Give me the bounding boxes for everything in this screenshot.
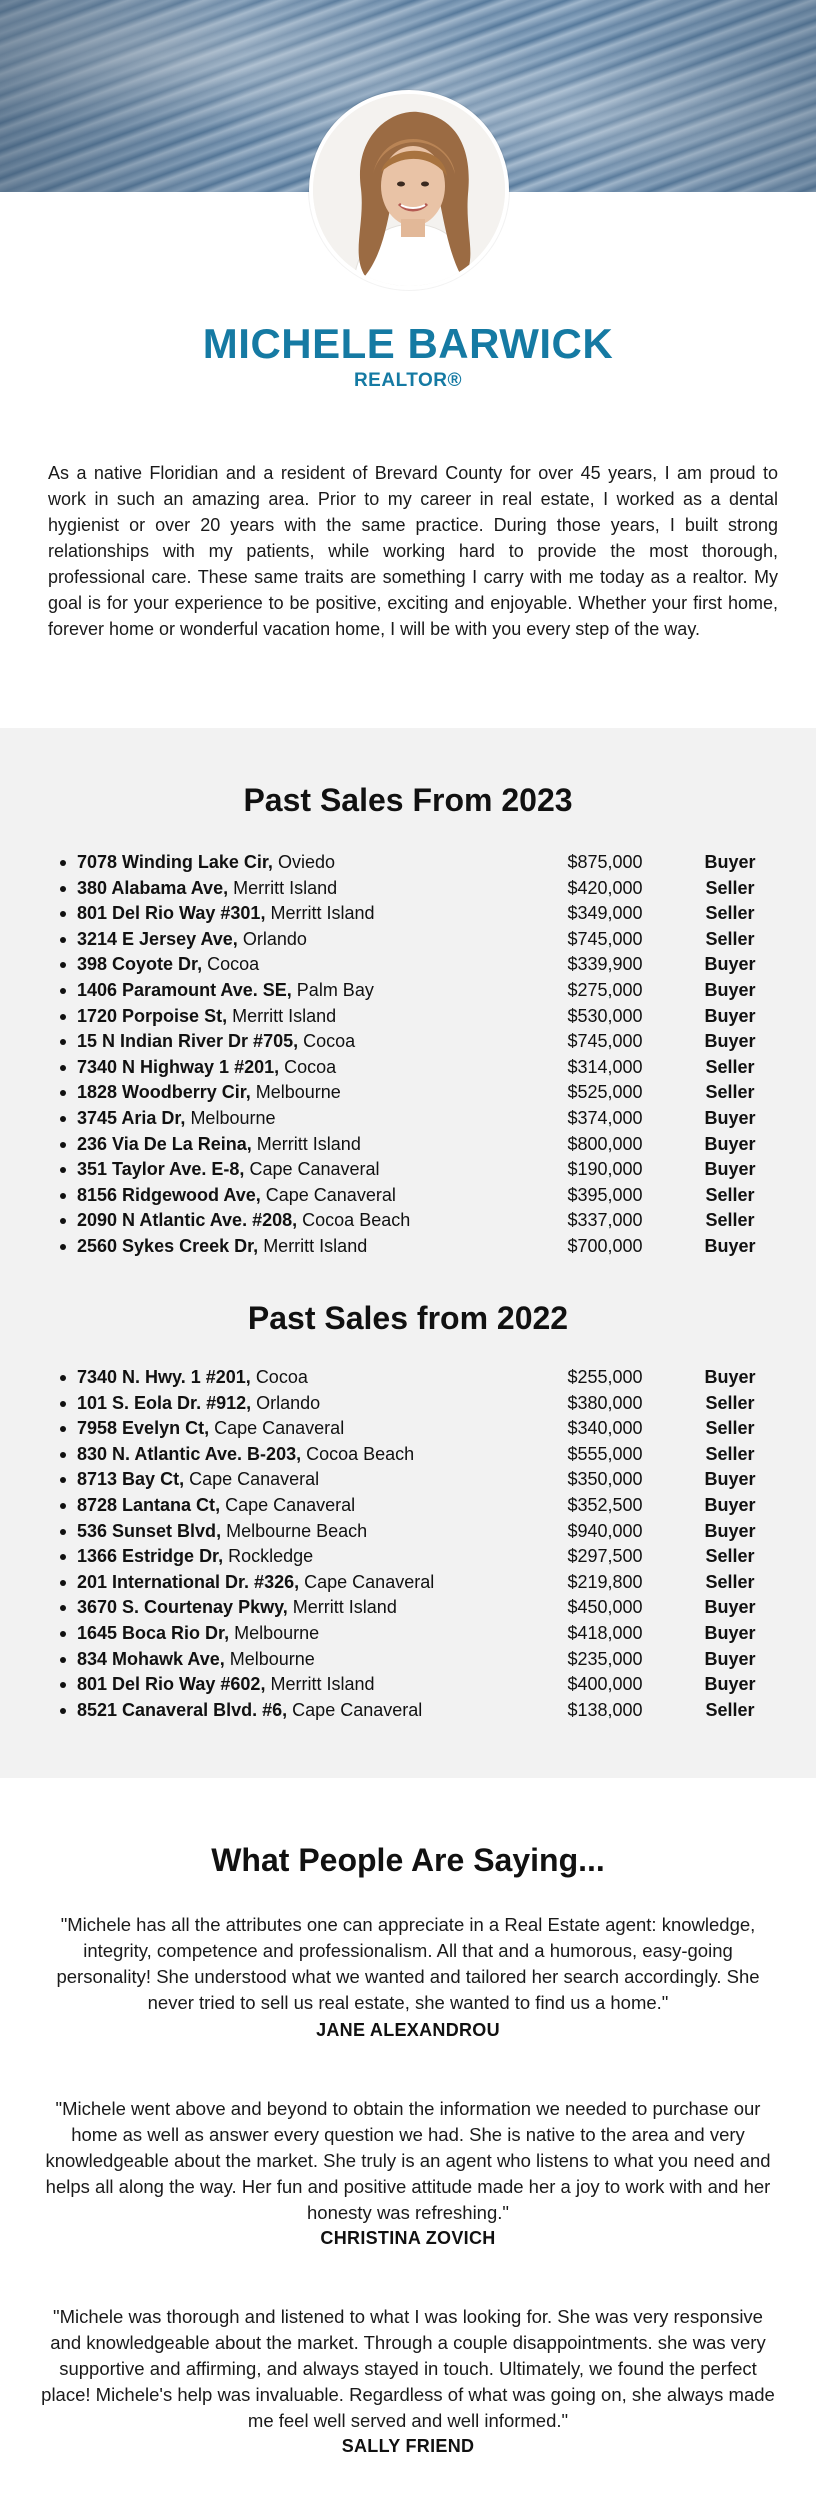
sale-role: Seller bbox=[705, 1056, 755, 1077]
sale-street: 8521 Canaveral Blvd. #6 bbox=[77, 1699, 283, 1720]
sale-role: Seller bbox=[705, 1418, 755, 1439]
sale-price: $297,500 bbox=[567, 1546, 643, 1567]
sale-row bbox=[50, 1519, 770, 1545]
sale-street: 398 Coyote Dr bbox=[77, 954, 198, 975]
sale-street: 1406 Paramount Ave. SE bbox=[77, 979, 287, 1000]
sale-comma: , bbox=[253, 1235, 259, 1256]
sale-price: $875,000 bbox=[567, 852, 643, 872]
sale-price: $275,000 bbox=[567, 979, 643, 1000]
sale-role: Seller bbox=[705, 1210, 755, 1231]
sale-comma: , bbox=[245, 1367, 251, 1387]
sale-row bbox=[50, 1647, 770, 1673]
sale-comma: , bbox=[293, 1031, 299, 1052]
sale-city: Merritt Island bbox=[232, 1005, 337, 1026]
sale-city: Cocoa bbox=[284, 1056, 337, 1077]
sale-street: 8728 Lantana Ct bbox=[77, 1494, 216, 1515]
testimonial-quote: "Michele has all the attributes one can appreciate in a Real Estate agent: knowledge, integrity, competence and professionalism. All that and a humorous, easy-going personality! She understood what we wanted and tailored her search accordingly. She never tried to sell us real estate, she wanted to find us a home." bbox=[56, 1914, 760, 2013]
sale-price: $525,000 bbox=[567, 1082, 643, 1103]
agent-avatar bbox=[309, 90, 509, 290]
sale-role: Buyer bbox=[704, 954, 756, 975]
sale-street: 1366 Estridge Dr bbox=[77, 1546, 219, 1567]
sale-city: Rockledge bbox=[228, 1546, 314, 1567]
sale-address bbox=[77, 1672, 375, 1698]
sale-city: Melbourne bbox=[190, 1107, 276, 1128]
sales-2022-list bbox=[50, 1365, 770, 1723]
sale-role: Seller bbox=[705, 1699, 755, 1720]
sale-address bbox=[77, 1132, 361, 1158]
sale-row bbox=[50, 1442, 770, 1468]
sale-comma: , bbox=[239, 1159, 245, 1180]
agent-portrait-illustration bbox=[313, 94, 509, 290]
sale-city: Merritt Island bbox=[270, 903, 375, 924]
sale-role: Buyer bbox=[704, 1520, 756, 1541]
sale-address bbox=[77, 1234, 367, 1260]
sale-city: Orlando bbox=[242, 928, 307, 949]
sale-city: Cape Canaveral bbox=[265, 1184, 396, 1205]
sale-street: 201 International Dr. #326 bbox=[77, 1571, 295, 1592]
sale-role: Seller bbox=[705, 1571, 755, 1592]
sale-row bbox=[50, 1234, 770, 1260]
sale-role: Buyer bbox=[704, 979, 756, 1000]
sale-price: $940,000 bbox=[567, 1520, 643, 1541]
agent-bio: As a native Floridian and a resident of Brevard County for over 45 years, I am proud to work in such an amazing area. Prior to my career in real estate, I worked as a dental hygienist or over 20 years with the same practice. During those years, I built strong relationships with my patients, while working hard to provide the most thorough, professional care. These same traits are something I carry with me today as a realtor. My goal is for your experience to be positive, exciting and enjoyable. Whether your first home, forever home or wonderful vacation home, I will be with you every step of the way. bbox=[48, 463, 778, 639]
sale-price: $380,000 bbox=[567, 1392, 643, 1413]
sale-row bbox=[50, 1080, 770, 1106]
sale-address bbox=[77, 1698, 422, 1724]
agent-title: REALTOR® bbox=[353, 370, 463, 391]
testimonials-heading: What People Are Saying... bbox=[211, 1842, 605, 1878]
sale-role: Seller bbox=[705, 1443, 755, 1464]
sale-city: Merritt Island bbox=[233, 877, 338, 898]
sale-address bbox=[77, 1365, 308, 1391]
sale-role: Seller bbox=[705, 1392, 755, 1413]
sale-address bbox=[77, 1004, 336, 1030]
sale-comma: , bbox=[260, 903, 266, 924]
sale-comma: , bbox=[219, 1648, 225, 1669]
sale-role: Buyer bbox=[704, 1648, 756, 1669]
sale-street: 3214 E Jersey Ave bbox=[77, 928, 233, 949]
sale-row bbox=[50, 1157, 770, 1183]
testimonial-quote: "Michele was thorough and listened to what I was looking for. She was very responsive and knowledgeable about the market. Through a couple disappointments. she was very supportive and affirming, and always stayed in touch. Ultimately, we found the perfect place! Michele's help was invaluable. Regardless of what was going on, she always made me feel well served and well informed." bbox=[41, 2306, 775, 2431]
sale-address bbox=[77, 1621, 319, 1647]
sale-price: $340,000 bbox=[567, 1418, 643, 1439]
sale-price: $219,800 bbox=[567, 1571, 643, 1592]
testimonial-quote: "Michele went above and beyond to obtain the information we needed to purchase our home as well as answer every question we had. She is native to the area and very knowledgeable about the market. She truly is an agent who listens to what you need and helps all along the way. Her fun and positive attitude made her a joy to work with and her honesty was refreshing." bbox=[45, 2098, 771, 2223]
sale-row bbox=[50, 1493, 770, 1519]
sale-comma: , bbox=[292, 1210, 298, 1231]
sale-role: Buyer bbox=[704, 1367, 756, 1387]
sale-comma: , bbox=[294, 1571, 300, 1592]
sale-row bbox=[50, 978, 770, 1004]
sale-address bbox=[77, 1595, 397, 1621]
sale-address bbox=[77, 927, 307, 953]
sale-address bbox=[77, 1442, 414, 1468]
sale-row bbox=[50, 1106, 770, 1132]
sale-city: Cocoa bbox=[255, 1367, 308, 1387]
sale-price: $745,000 bbox=[567, 1031, 643, 1052]
sale-comma: , bbox=[223, 877, 229, 898]
sale-comma: , bbox=[218, 1546, 224, 1567]
sale-street: 3670 S. Courtenay Pkwy bbox=[77, 1597, 283, 1618]
sales-2022-heading: Past Sales from 2022 bbox=[247, 1300, 569, 1336]
sale-price: $395,000 bbox=[567, 1184, 643, 1205]
sale-city: Palm Bay bbox=[296, 979, 374, 1000]
sale-price: $800,000 bbox=[567, 1133, 643, 1154]
sale-city: Cocoa bbox=[303, 1031, 356, 1052]
sale-role: Buyer bbox=[704, 1597, 756, 1618]
sale-address bbox=[77, 1493, 355, 1519]
sale-role: Buyer bbox=[704, 1494, 756, 1515]
sale-price: $190,000 bbox=[567, 1159, 643, 1180]
sale-price: $530,000 bbox=[567, 1005, 643, 1026]
sale-price: $420,000 bbox=[567, 877, 643, 898]
sales-2023-heading: Past Sales From 2023 bbox=[243, 782, 573, 818]
sale-street: 3745 Aria Dr bbox=[77, 1107, 181, 1128]
sale-role: Seller bbox=[705, 928, 755, 949]
sale-row bbox=[50, 1570, 770, 1596]
sale-comma: , bbox=[274, 1056, 280, 1077]
sale-role: Buyer bbox=[704, 1159, 756, 1180]
sale-comma: , bbox=[267, 852, 273, 872]
sale-street: 15 N Indian River Dr #705 bbox=[77, 1031, 294, 1052]
sale-comma: , bbox=[222, 1005, 228, 1026]
sale-street: 801 Del Rio Way #301 bbox=[77, 903, 261, 924]
sale-address bbox=[77, 1570, 434, 1596]
sale-role: Buyer bbox=[704, 852, 756, 872]
sale-city: Cape Canaveral bbox=[304, 1571, 435, 1592]
sale-price: $349,000 bbox=[567, 903, 643, 924]
sale-city: Melbourne bbox=[229, 1648, 315, 1669]
sale-row bbox=[50, 876, 770, 902]
sale-street: 834 Mohawk Ave bbox=[77, 1648, 220, 1669]
sale-role: Seller bbox=[705, 1184, 755, 1205]
sale-street: 101 S. Eola Dr. #912 bbox=[77, 1392, 247, 1413]
sale-row bbox=[50, 1004, 770, 1030]
sale-street: 2090 N Atlantic Ave. #208 bbox=[77, 1210, 293, 1231]
sale-comma: , bbox=[180, 1107, 186, 1128]
sale-row bbox=[50, 1467, 770, 1493]
sale-city: Melbourne Beach bbox=[226, 1520, 368, 1541]
sale-address bbox=[77, 1183, 396, 1209]
sale-price: $339,900 bbox=[567, 954, 643, 975]
sale-price: $374,000 bbox=[567, 1107, 643, 1128]
sale-comma: , bbox=[282, 1699, 288, 1720]
sale-row bbox=[50, 1208, 770, 1234]
sale-address bbox=[77, 1157, 380, 1183]
sale-address bbox=[77, 1467, 319, 1493]
sale-role: Seller bbox=[705, 877, 755, 898]
sale-comma: , bbox=[204, 1418, 210, 1439]
sale-role: Seller bbox=[705, 1082, 755, 1103]
sale-city: Cocoa Beach bbox=[306, 1443, 415, 1464]
sale-comma: , bbox=[215, 1494, 221, 1515]
sale-city: Orlando bbox=[256, 1392, 321, 1413]
testimonial-author: CHRISTINA ZOVICH bbox=[320, 2228, 496, 2248]
sale-row bbox=[50, 1029, 770, 1055]
sale-row bbox=[50, 1698, 770, 1724]
sale-role: Buyer bbox=[704, 1622, 756, 1643]
sale-row bbox=[50, 927, 770, 953]
sale-comma: , bbox=[246, 1392, 252, 1413]
sale-price: $555,000 bbox=[567, 1443, 643, 1464]
sale-role: Buyer bbox=[704, 1005, 756, 1026]
sale-price: $255,000 bbox=[567, 1367, 643, 1387]
sale-price: $700,000 bbox=[567, 1235, 643, 1256]
sale-comma: , bbox=[246, 1133, 252, 1154]
sale-street: 8156 Ridgewood Ave bbox=[77, 1184, 256, 1205]
sale-row bbox=[50, 952, 770, 978]
sale-role: Buyer bbox=[704, 1133, 756, 1154]
sale-comma: , bbox=[296, 1443, 302, 1464]
sale-address bbox=[77, 1106, 276, 1132]
sale-row bbox=[50, 1621, 770, 1647]
sale-city: Cocoa Beach bbox=[302, 1210, 411, 1231]
sale-row bbox=[50, 850, 770, 876]
sale-role: Buyer bbox=[704, 1235, 756, 1256]
sale-comma: , bbox=[286, 979, 292, 1000]
sale-address bbox=[77, 901, 375, 927]
sale-city: Melbourne bbox=[255, 1082, 341, 1103]
sale-city: Melbourne bbox=[234, 1622, 320, 1643]
sale-role: Buyer bbox=[704, 1674, 756, 1695]
sale-row bbox=[50, 1365, 770, 1391]
sale-address bbox=[77, 1208, 410, 1234]
sale-row bbox=[50, 1391, 770, 1417]
sale-price: $400,000 bbox=[567, 1674, 643, 1695]
sale-price: $418,000 bbox=[567, 1622, 643, 1643]
sale-city: Cape Canaveral bbox=[292, 1699, 423, 1720]
sale-street: 236 Via De La Reina bbox=[77, 1133, 247, 1154]
sale-city: Cocoa bbox=[207, 954, 260, 975]
sale-street: 830 N. Atlantic Ave. B-203 bbox=[77, 1443, 297, 1464]
sales-2023-list bbox=[50, 850, 770, 1260]
sale-address bbox=[77, 952, 259, 978]
sale-row bbox=[50, 1672, 770, 1698]
sale-price: $337,000 bbox=[567, 1210, 643, 1231]
sale-street: 1828 Woodberry Cir bbox=[77, 1082, 246, 1103]
testimonial-author: JANE ALEXANDROU bbox=[316, 2020, 500, 2040]
sale-comma: , bbox=[216, 1520, 222, 1541]
sale-address bbox=[77, 1416, 344, 1442]
sale-row bbox=[50, 1183, 770, 1209]
sale-address bbox=[77, 1080, 341, 1106]
agent-name: MICHELE BARWICK bbox=[202, 320, 614, 367]
sale-street: 7340 N. Hwy. 1 #201 bbox=[77, 1367, 246, 1387]
sale-role: Buyer bbox=[704, 1469, 756, 1490]
sale-city: Cape Canaveral bbox=[214, 1418, 345, 1439]
sale-row bbox=[50, 901, 770, 927]
sale-row bbox=[50, 1595, 770, 1621]
sale-city: Merritt Island bbox=[263, 1235, 368, 1256]
sale-row bbox=[50, 1132, 770, 1158]
sale-address bbox=[77, 876, 337, 902]
sale-street: 801 Del Rio Way #602 bbox=[77, 1674, 261, 1695]
sale-address bbox=[77, 1029, 355, 1055]
sale-street: 7340 N Highway 1 #201 bbox=[77, 1056, 275, 1077]
sale-comma: , bbox=[224, 1622, 230, 1643]
sale-comma: , bbox=[255, 1184, 261, 1205]
sale-city: Cape Canaveral bbox=[225, 1494, 356, 1515]
sale-price: $745,000 bbox=[567, 928, 643, 949]
sale-price: $235,000 bbox=[567, 1648, 643, 1669]
sale-city: Merritt Island bbox=[270, 1674, 375, 1695]
sale-address bbox=[77, 1519, 367, 1545]
sale-price: $450,000 bbox=[567, 1597, 643, 1618]
sale-price: $352,500 bbox=[567, 1494, 643, 1515]
sale-street: 380 Alabama Ave bbox=[77, 877, 224, 898]
sale-comma: , bbox=[197, 954, 203, 975]
sale-address bbox=[77, 1647, 315, 1673]
sale-street: 8713 Bay Ct bbox=[77, 1469, 180, 1490]
sale-row bbox=[50, 1055, 770, 1081]
sale-street: 1645 Boca Rio Dr bbox=[77, 1622, 225, 1643]
sale-price: $138,000 bbox=[567, 1699, 643, 1720]
sale-comma: , bbox=[282, 1597, 288, 1618]
sale-address bbox=[77, 1391, 320, 1417]
sale-address bbox=[77, 850, 335, 876]
sale-role: Seller bbox=[705, 1546, 755, 1567]
sale-address bbox=[77, 1544, 313, 1570]
sale-street: 351 Taylor Ave. E-8 bbox=[77, 1159, 240, 1180]
sale-address bbox=[77, 1055, 336, 1081]
sale-street: 2560 Sykes Creek Dr bbox=[77, 1235, 254, 1256]
sale-price: $350,000 bbox=[567, 1469, 643, 1490]
sale-comma: , bbox=[245, 1082, 251, 1103]
sale-price: $314,000 bbox=[567, 1056, 643, 1077]
sale-address bbox=[77, 978, 374, 1004]
sale-city: Cape Canaveral bbox=[189, 1469, 320, 1490]
sale-row bbox=[50, 1416, 770, 1442]
testimonial-author: SALLY FRIEND bbox=[341, 2436, 475, 2456]
sale-comma: , bbox=[260, 1674, 266, 1695]
sale-role: Seller bbox=[705, 903, 755, 924]
sale-street: 1720 Porpoise St bbox=[77, 1005, 223, 1026]
sale-street: 536 Sunset Blvd bbox=[77, 1520, 217, 1541]
sale-row bbox=[50, 1544, 770, 1570]
sale-city: Merritt Island bbox=[292, 1597, 397, 1618]
sale-city: Cape Canaveral bbox=[249, 1159, 380, 1180]
sale-role: Buyer bbox=[704, 1107, 756, 1128]
sale-street: 7078 Winding Lake Cir bbox=[77, 852, 268, 872]
sale-role: Buyer bbox=[704, 1031, 756, 1052]
sale-city: Merritt Island bbox=[256, 1133, 361, 1154]
sale-comma: , bbox=[232, 928, 238, 949]
sale-city: Oviedo bbox=[277, 852, 335, 872]
sale-comma: , bbox=[179, 1469, 185, 1490]
sale-street: 7958 Evelyn Ct bbox=[77, 1418, 205, 1439]
